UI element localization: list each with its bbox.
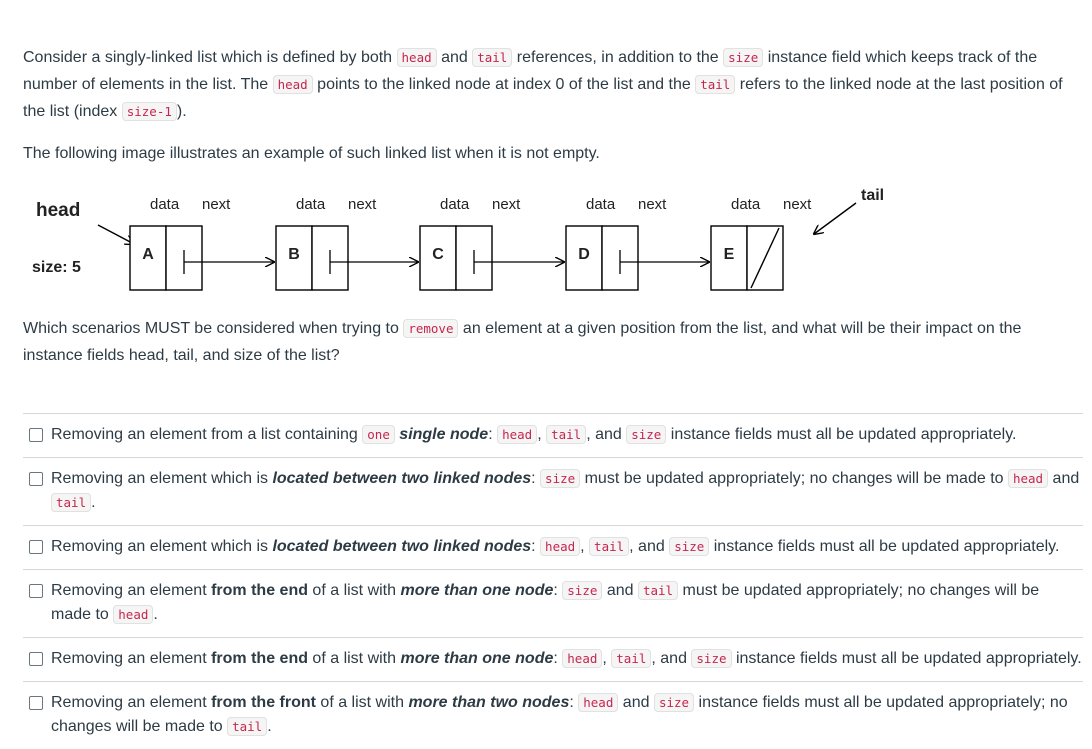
option-text: , and: [651, 650, 692, 667]
next-label: next: [638, 196, 667, 213]
option-text: instance fields must all be updated appropriately; no changes will be made to: [51, 694, 1068, 735]
option-text: and: [602, 582, 638, 599]
code-tail: tail: [546, 425, 586, 444]
code-size: size: [723, 48, 763, 67]
code-tail: tail: [589, 537, 629, 556]
code-head: head: [540, 537, 580, 556]
option-emphasis: located between two linked nodes: [272, 538, 532, 555]
code-size-minus-1: size-1: [122, 102, 177, 121]
size-label: size: 5: [32, 259, 81, 276]
option-emphasis: located between two linked nodes: [272, 470, 532, 487]
option-text: Removing an element which is: [51, 538, 273, 555]
linked-list-diagram: [0, 180, 1092, 300]
code-one: one: [362, 425, 395, 444]
intro-text: refers to the linked node at the last position of the list (index: [23, 76, 1063, 120]
next-label: next: [202, 196, 231, 213]
option-text: :: [553, 650, 563, 667]
next-label: next: [783, 196, 812, 213]
code-size: size: [669, 537, 709, 556]
code-size: size: [540, 469, 580, 488]
code-head: head: [497, 425, 537, 444]
option-text: of a list with: [307, 582, 401, 599]
code-size: size: [626, 425, 666, 444]
checkbox[interactable]: [29, 472, 43, 486]
option-text: ,: [602, 650, 612, 667]
head-label: head: [36, 200, 81, 221]
option-emphasis: from the end: [211, 582, 308, 599]
option-emphasis: single node: [394, 426, 489, 443]
option-text: .: [153, 606, 158, 623]
option-emphasis: from the end: [211, 650, 308, 667]
answer-options: [23, 413, 1083, 749]
option-text: instance fields must all be updated appropriately.: [666, 426, 1017, 443]
code-size: size: [691, 649, 731, 668]
intro-text: instance field which keeps track of the number of elements in the list. The: [23, 49, 1038, 93]
code-tail: tail: [472, 48, 512, 67]
question-segment: Which scenarios MUST be considered when trying to: [23, 320, 404, 337]
option-text: must be updated appropriately; no changes will be made to: [580, 470, 1008, 487]
intro-text: and: [436, 49, 473, 66]
code-tail: tail: [611, 649, 651, 668]
code-tail: tail: [638, 581, 678, 600]
tail-arrow: [814, 203, 856, 234]
data-label: data: [586, 196, 616, 213]
option-text: :: [531, 470, 541, 487]
option-emphasis: more than one node: [400, 582, 554, 599]
option-emphasis: more than one node: [400, 650, 554, 667]
code-tail: tail: [695, 75, 735, 94]
node-value: A: [142, 246, 154, 263]
answer-option[interactable]: [23, 525, 1083, 569]
node-value: C: [432, 246, 444, 263]
code-tail: tail: [51, 493, 91, 512]
option-text: Removing an element: [51, 650, 212, 667]
option-text: Removing an element: [51, 694, 212, 711]
code-tail: tail: [227, 717, 267, 736]
answer-option[interactable]: [23, 637, 1083, 681]
intro-text: references, in addition to the: [512, 49, 724, 66]
code-head: head: [273, 75, 313, 94]
option-text: :: [488, 426, 498, 443]
option-text: Removing an element which is: [51, 470, 273, 487]
data-label: data: [731, 196, 761, 213]
data-label: data: [296, 196, 326, 213]
tail-label: tail: [861, 187, 885, 204]
intro-text: points to the linked node at index 0 of the list and the: [312, 76, 696, 93]
code-head: head: [397, 48, 437, 67]
answer-option[interactable]: [23, 569, 1083, 637]
code-head: head: [1008, 469, 1048, 488]
question-segment: an element at a given position from the list, and what will be their impact on the instance fields head, tail, and size of the list?: [23, 320, 1022, 364]
checkbox[interactable]: [29, 540, 43, 554]
option-text: , and: [629, 538, 670, 555]
intro-paragraph: [23, 44, 1085, 125]
option-text: and: [618, 694, 654, 711]
answer-option[interactable]: [23, 413, 1083, 457]
option-text: :: [569, 694, 579, 711]
option-text: :: [531, 538, 541, 555]
code-size: size: [654, 693, 694, 712]
intro-text: Consider a singly-linked list which is defined by both: [23, 49, 397, 66]
option-text: .: [267, 718, 272, 735]
code-head: head: [562, 649, 602, 668]
head-arrow: [98, 225, 134, 244]
checkbox[interactable]: [29, 652, 43, 666]
option-text: :: [553, 582, 563, 599]
option-emphasis: more than two nodes: [408, 694, 570, 711]
option-text: of a list with: [315, 694, 409, 711]
lead-paragraph: The following image illustrates an example of such linked list when it is not empty.: [23, 145, 600, 162]
checkbox[interactable]: [29, 696, 43, 710]
answer-option[interactable]: [23, 681, 1083, 749]
data-label: data: [150, 196, 180, 213]
option-text: ,: [537, 426, 547, 443]
node-value: E: [723, 246, 735, 263]
node-value: B: [288, 246, 300, 263]
intro-text: ).: [176, 103, 187, 120]
option-emphasis: from the front: [211, 694, 316, 711]
next-label: next: [348, 196, 377, 213]
code-head: head: [578, 693, 618, 712]
option-text: and: [1048, 470, 1080, 487]
option-text: must be updated appropriately; no changes will be made to: [51, 582, 1040, 623]
code-size: size: [562, 581, 602, 600]
data-label: data: [440, 196, 470, 213]
option-text: instance fields must all be updated appropriately.: [709, 538, 1060, 555]
code-head: head: [113, 605, 153, 624]
option-text: instance fields must all be updated appropriately.: [731, 650, 1082, 667]
option-text: Removing an element from a list containing: [51, 426, 363, 443]
checkbox[interactable]: [29, 428, 43, 442]
option-text: Removing an element: [51, 582, 212, 599]
option-text: , and: [586, 426, 627, 443]
checkbox[interactable]: [29, 584, 43, 598]
code-remove: remove: [403, 319, 458, 338]
next-label: next: [492, 196, 521, 213]
option-text: .: [91, 494, 96, 511]
question-text: [23, 315, 1085, 369]
node-value: D: [578, 246, 590, 263]
option-text: of a list with: [307, 650, 401, 667]
answer-option[interactable]: [23, 457, 1083, 525]
option-text: ,: [580, 538, 590, 555]
